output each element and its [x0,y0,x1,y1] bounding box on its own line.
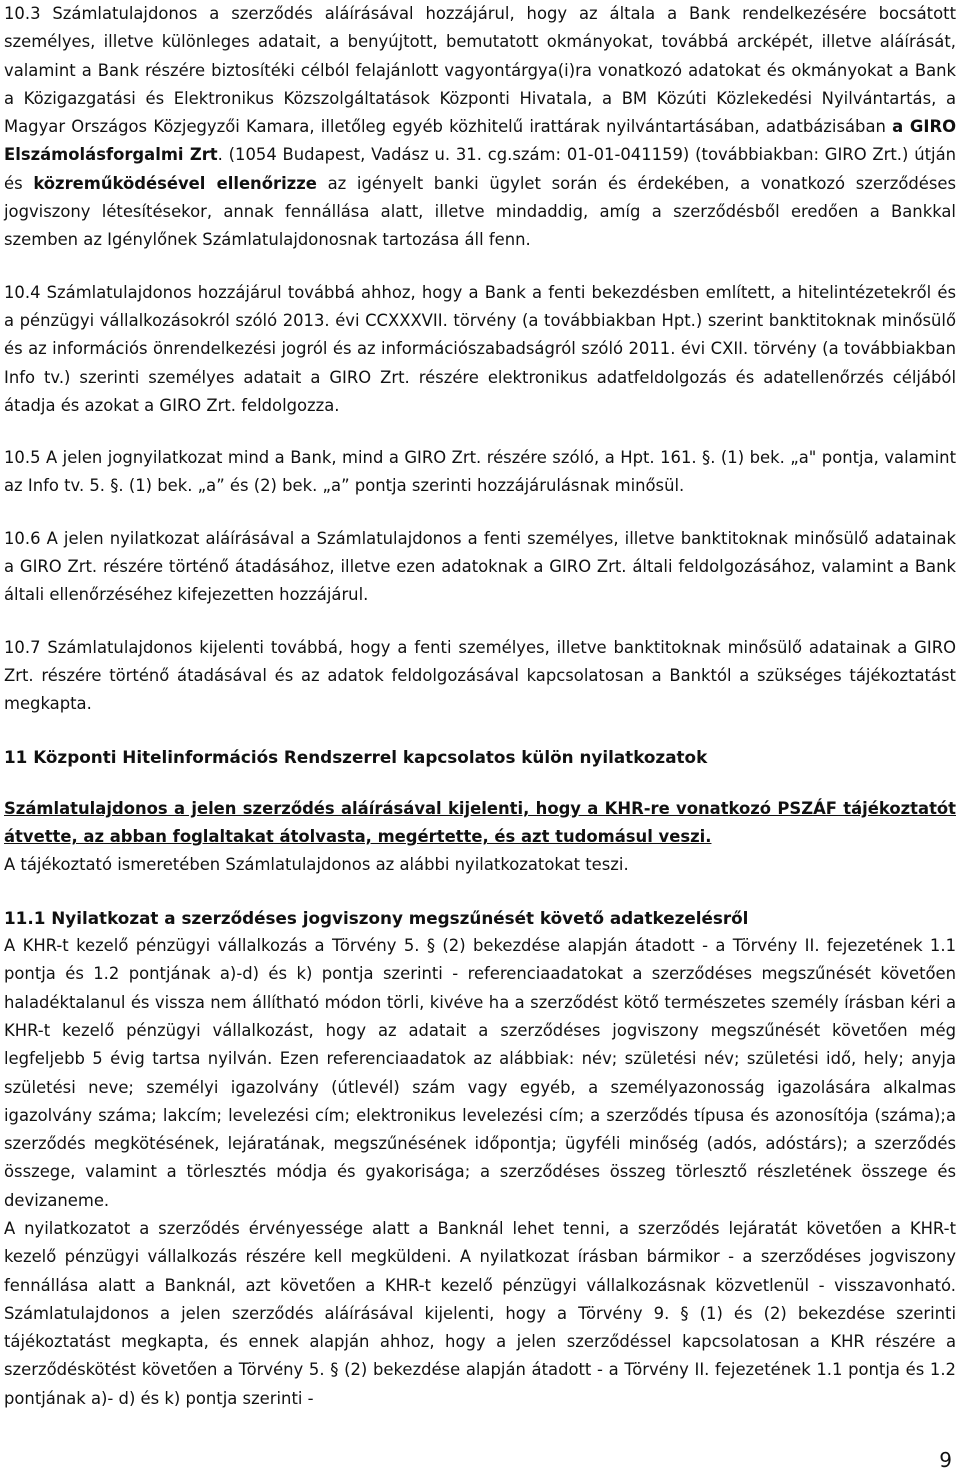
section-10-5: 10.5 A jelen jognyilatkozat mind a Bank, mind a GIRO Zrt. részére szóló, a Hpt. 161. §. (1) bek. „a" pontja, valamint az Info tv. 5. §. (1) bek. „a” és (2) bek. „a” pontja szerinti hozzájárulásnak minősül. [4,448,956,496]
section-11-1-paragraph-1: A KHR-t kezelő pénzügyi vállalkozás a Törvény 5. § (2) bekezdése alapján átadott - a Törvény II. fejezetének 1.1 pontja és 1.2 pontjának a)-d) és k) pontja szerinti - referenciaadatokat a szerződéses megszűnését követően haladéktalanul és vissza nem állítható módon törli, kivéve ha a szerződést kötő természetes személy írásban kéri a KHR-t kezelő pénzügyi vállalkozást, hogy az adatait a szerződéses jogviszony megszűnését követően még legfeljebb 5 évig tartsa nyilván. Ezen referenciaadatok az alábbiak: név; születési név; születési idő, hely; anyja születési neve; személyi igazolvány (útlevél) szám vagy egyéb, a személyazonosság igazolására alkalmas igazolvány száma; lakcím; levelezési cím; elektronikus levelezési cím; a szerződés típusa és azonosítója (száma);a szerződés megkötésének, lejáratának, megszűnésének időpontja; ügyféli minőség (adós, adóstárs); a szerződés összege, valamint a törlesztés módja és gyakorisága; a szerződéses összeg törlesztő részletének összege és devizaneme. [4,936,956,1210]
section-11-1-paragraph-2: A nyilatkozatot a szerződés érvényessége alatt a Banknál lehet tenni, a szerződés lejáratát követően a KHR-t kezelő pénzügyi vállalkozás részére kell megküldeni. A nyilatkozat írásban bármikor - a szerződéses jogviszony fennállása alatt a Banknál, azt követően a KHR-t kezelő pénzügyi vállalkozásnak közvetlenül - visszavonható. Számlatulajdonos a jelen szerződés aláírásával kijelenti, hogy a Törvény 9. § (1) és (2) bekezdése szerinti tájékoztatást megkapta, és ennek alapján ahhoz, hogy a jelen szerződéssel kapcsolatosan a KHR részére a szerződéskötést követően a Törvény 5. § (2) bekezdése alapján átadott - a Törvény II. fejezetének 1.1 pontja és 1.2 pontjának a)- d) és k) pontja szerinti - [4,1218,956,1408]
document-page [4,0,956,1413]
giro-name: a GIRO Elszámolásforgalmi Zrt [4,117,957,165]
khr-declaration: Számlatulajdonos a jelen szerződés aláírásával kijelenti, hogy a KHR-re vonatkozó PSZÁF tájékoztatót átvette, az abban foglaltakat átolvasta, megértette, és azt tudomásul veszi. [4,798,956,847]
page-number: 9 [939,1448,952,1472]
section-10-3-text-3: az igényelt banki ügylet során és érdekében, a vonatkozó szerződéses jogviszony létesítésekor, annak fennállása alatt, illetve mindaddig, amíg a szerződésből eredően a Bankkal szemben az Igénylőnek Számlatulajdonosnak tartozása áll fenn. [4,173,956,250]
section-10-3 [4,0,956,255]
section-11-1-heading: 11.1 Nyilatkozat a szerződéses jogviszony megszűnését követő adatkezelésről [4,907,749,928]
section-10-6: 10.6 A jelen nyilatkozat aláírásával a Számlatulajdonos a fenti személyes, illetve banktitoknak minősülő adatainak a GIRO Zrt. részére történő átadásához, illetve ezen adatoknak a GIRO Zrt. általi feldolgozásához, valamint a Bank általi ellenőrzéséhez kifejezetten hozzájárul. [4,528,956,605]
section-10-3-text: 10.3 Számlatulajdonos a szerződés aláírásával hozzájárul, hogy az általa a Bank rendelkezésére bocsátott személyes, illetve különleges adatait, a benyújtott, bemutatott okmányokat, továbbá arcképét, illetve aláírását, valamint a Bank részére biztosítéki célból felajánlott vagyontárgya(i)ra vonatkozó adatokat és okmányokat a Bank a Közigazgatási és Elektronikus Közszolgáltatások Központi Hivatala, a BM Közúti Közlekedési Nyilvántartás, a Magyar Országos Közjegyzői Kamara, illetőleg egyéb közhitelű irattárak nyilvántartásában, adatbázisában [4,4,956,137]
section-10-4: 10.4 Számlatulajdonos hozzájárul továbbá ahhoz, hogy a Bank a fenti bekezdésben említett, a hitelintézetekről és a pénzügyi vállalkozásokról szóló 2013. évi CCXXXVII. törvény (a továbbiakban Hpt.) szerint banktitoknak minősülő és az információs önrendelkezési jogról és az információszabadságról szóló 2011. évi CXII. törvény (a továbbiakban Info tv.) szerinti személyes adatait a GIRO Zrt. részére elektronikus adatfeldolgozás és adatellenőrzés céljából átadja és azokat a GIRO Zrt. feldolgozza. [4,282,956,415]
section-11-heading: 11 Központi Hitelinformációs Rendszerrel kapcsolatos külön nyilatkozatok [4,746,708,767]
emphasis-kozremukodes: közreműködésével ellenőrizze [33,173,317,193]
section-10-3-text-2: . (1054 Budapest, Vadász u. 31. cg.szám: 01-01-041159) (továbbiakban: GIRO Zrt.) útján és [4,145,956,193]
section-11-intro: A tájékoztató ismeretében Számlatulajdonos az alábbi nyilatkozatokat teszi. [4,855,629,875]
section-10-7: 10.7 Számlatulajdonos kijelenti továbbá, hogy a fenti személyes, illetve banktitoknak minősülő adatainak a GIRO Zrt. részére történő átadásával és az adatok feldolgozásával kapcsolatosan a Banktól a szükséges tájékoztatást megkapta. [4,637,956,714]
